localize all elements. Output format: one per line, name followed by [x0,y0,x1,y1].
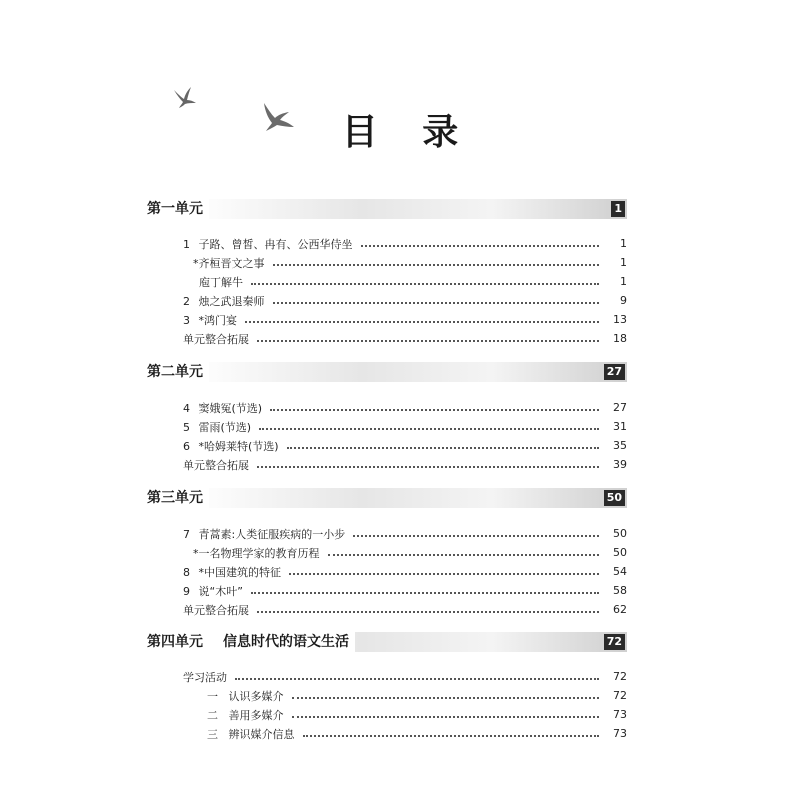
unit-title[interactable]: 第二单元 [147,362,209,382]
unit-header [145,199,627,219]
toc-entry[interactable]: 2 烛之武退秦师 9 [183,294,627,308]
toc-list [183,667,627,743]
toc-entry[interactable]: 一 认识多媒介 72 [207,689,627,703]
toc-entry[interactable]: 庖丁解牛 1 [199,275,627,289]
unit-page-badge: 50 [604,490,625,506]
unit-page-badge: 1 [611,201,625,217]
toc-list [183,524,627,619]
unit-section [145,362,627,472]
toc-entry[interactable]: 单元整合拓展 39 [183,458,627,472]
toc-entry[interactable]: 8 *中国建筑的特征 54 [183,565,627,579]
toc-entry[interactable]: 3 *鸿门宴 13 [183,313,627,327]
unit-section [145,632,627,741]
unit-section [145,488,627,617]
unit-title[interactable]: 第四单元 信息时代的语文生活 [147,632,355,652]
unit-title[interactable]: 第一单元 [147,199,209,219]
toc-entry[interactable]: 二 善用多媒介 73 [207,708,627,722]
unit-header [145,362,627,382]
toc-list [183,398,627,474]
toc-entry[interactable]: 学习活动 72 [183,670,627,684]
toc-entry[interactable]: 三 辨识媒介信息 73 [207,727,627,741]
toc-list [183,234,627,348]
unit-header [145,632,627,652]
unit-page-badge: 72 [604,634,625,650]
toc-entry[interactable]: 6 *哈姆莱特(节选) 35 [183,439,627,453]
unit-page-badge: 27 [604,364,625,380]
toc-entry[interactable]: 4 窦娥冤(节选) 27 [183,401,627,415]
page-title: 目 录 [341,112,475,153]
toc-entry[interactable]: 1 子路、曾皙、冉有、公西华侍坐 1 [183,237,627,251]
toc-entry[interactable]: 9 说“木叶” 58 [183,584,627,598]
toc-entry[interactable]: *齐桓晋文之事 1 [193,256,627,270]
unit-title[interactable]: 第三单元 [147,488,209,508]
unit-header [145,488,627,508]
toc-entry[interactable]: 5 雷雨(节选) 31 [183,420,627,434]
toc-entry[interactable]: 单元整合拓展 62 [183,603,627,617]
unit-section [145,199,627,346]
toc-entry[interactable]: 单元整合拓展 18 [183,332,627,346]
toc-entry[interactable]: *一名物理学家的教育历程 50 [193,546,627,560]
toc-entry[interactable]: 7 青蒿素:人类征服疾病的一小步 50 [183,527,627,541]
